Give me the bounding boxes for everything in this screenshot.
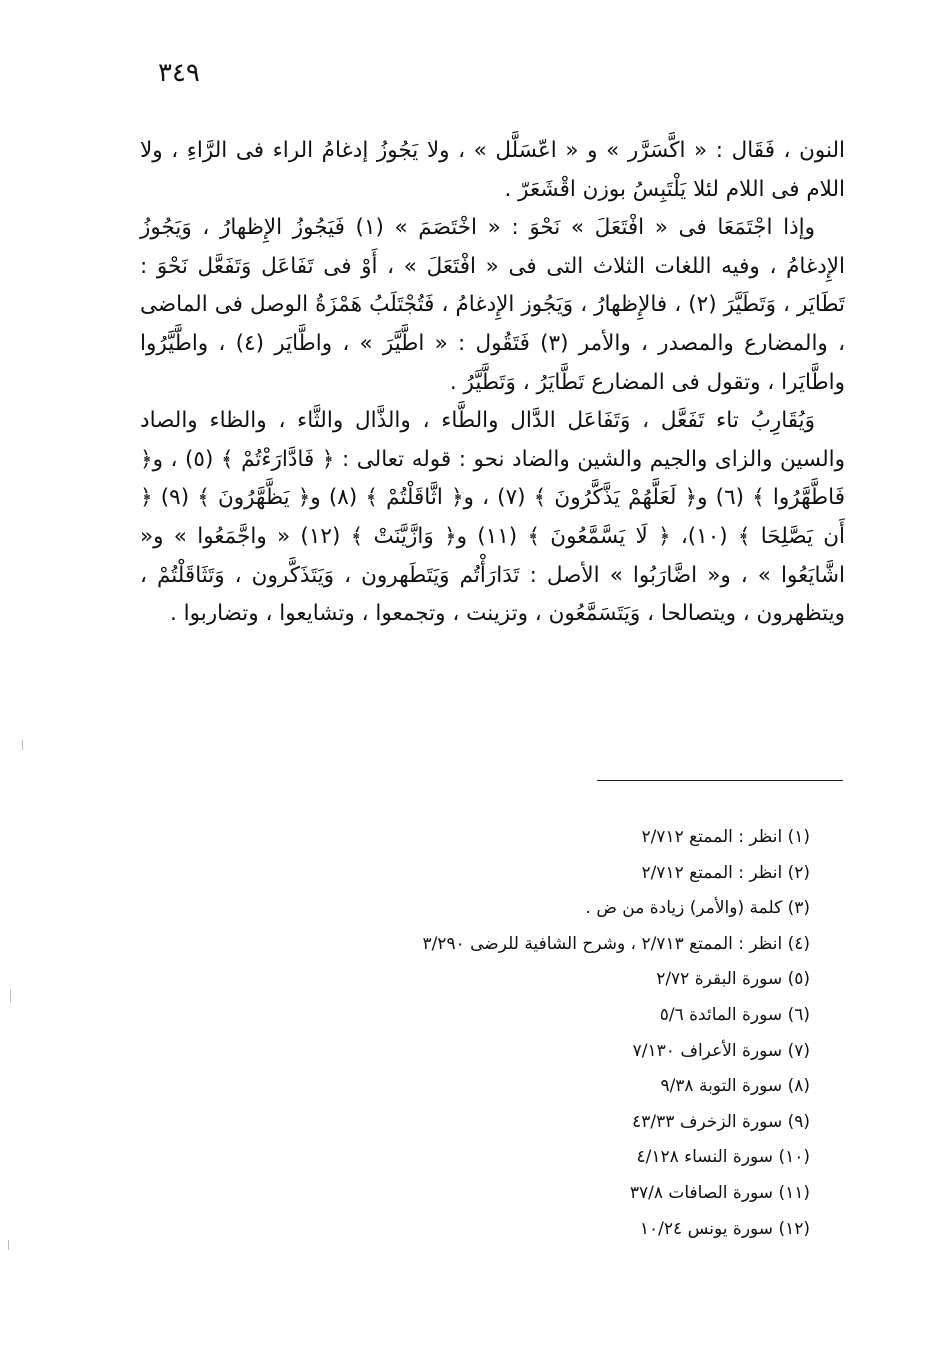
footnote-10: (١٠) سورة النساء ٤/١٢٨ xyxy=(636,1147,810,1168)
footnotes-list xyxy=(300,820,810,1247)
scan-margin-mark xyxy=(22,740,23,750)
scan-margin-mark xyxy=(10,990,11,1002)
scan-margin-mark xyxy=(8,1240,9,1250)
footnote-7: (٧) سورة الأعراف ٧/١٣٠ xyxy=(632,1040,810,1061)
paragraph-3: وَيُقَارِبُ تاء تَفَعَّل ، وَتَفَاعَل الدَّال والطَّاء ، والذَّال والثَّاء ، والظاء والصاد والسين والزاى والجيم والشين والضاد نحو : قوله تعالى : ﴿ فَادَّارَءْتُمْ ﴾ (٥) ، و﴿ فَاطَّهَّرُوا ﴾ (٦) و﴿ لَعَلَّهُمْ يَذَّكَّرُونَ ﴾ (٧) ، و﴿ اثَّاقَلْتُمْ ﴾ (٨) و﴿ يَظَّهَّرُونَ ﴾ (٩) ﴿ أَن يَصَّلِحَا ﴾ (١٠)، ﴿ لَا يَسَّمَّعُونَ ﴾ (١١) و﴿ وَازَّيَّنَتْ ﴾ (١٢) « واجَّمَعُوا » و« اشَّايَعُوا » ، و« اضَّارَبُوا » الأصل : تَدَارَأْتُم وَيَتَطَهرون ، وَيَتَذَكَّرون ، وَتَثَاقَلْتُمْ ، ويتظهرون ، ويتصالحا ، وَيَتَسَمَّعُون ، وتزينت ، وتجمعوا ، وتشايعوا ، وتضاربوا . xyxy=(140,408,845,627)
footnote-divider xyxy=(597,780,843,781)
page-number: ٣٤٩ xyxy=(158,58,200,88)
footnote-6: (٦) سورة المائدة ٥/٦ xyxy=(659,1004,810,1025)
footnote-8: (٨) سورة التوبة ٩/٣٨ xyxy=(660,1076,810,1097)
footnote-5: (٥) سورة البقرة ٢/٧٢ xyxy=(656,969,810,990)
footnote-9: (٩) سورة الزخرف ٤٣/٣٣ xyxy=(632,1111,810,1132)
footnote-3: (٣) كلمة (والأمر) زيادة من ض . xyxy=(585,898,810,919)
footnote-12: (١٢) سورة يونس ١٠/٢٤ xyxy=(639,1218,810,1239)
footnote-4: (٤) انظر : الممتع ٢/٧١٣ ، وشرح الشافية للرضى ٣/٢٩٠ xyxy=(422,933,810,954)
paragraph-1: النون ، فَقَال : « اكَّسَرَّر » و « اعّسَلَّل » ، ولا يَجُوزُ إدغامُ الراء فى الرَّاءِ ، ولا اللام فى اللام لئلا يَلْتَبِسُ بوزن اقْشَعَرّ . xyxy=(140,138,845,202)
paragraph-2: وإذا اجْتَمَعَا فى « افْتَعَلَ » نَحْوَ : « اخْتَصَمَ » (١) فَيَجُوزُ الإِظهارُ ، وَيَجُوزُ الإِدغامُ ، وفيه اللغات الثلاث التى فى « افْتَعَلَ » ، أَوْ فى تَفَاعَل وَتَفَعَّل نَحْوَ : تَطَايَر ، وَتَطَيَّرَ (٢) ، فالإِظهارُ ، وَيَجُوز الإِدغامُ ، فَتُجْتَلَبُ هَمْزَةُ الوصل فى الماضى ، والمضارع والمصدر ، والأمر (٣) فَتَقُول : « اطَّيَّرَ » ، واطَّايَر (٤) ، واطَّيَّرُوا واطَّايَرا ، وتقول فى المضارع تَطَّايَرُ ، وَتَطَّيَّرُ . xyxy=(140,215,846,395)
footnote-1: (١) انظر : الممتع ٢/٧١٢ xyxy=(641,827,810,847)
footnote-11: (١١) سورة الصافات ٣٧/٨ xyxy=(629,1182,810,1203)
main-text xyxy=(140,132,845,634)
footnote-2: (٢) انظر : الممتع ٢/٧١٢ xyxy=(641,862,810,883)
